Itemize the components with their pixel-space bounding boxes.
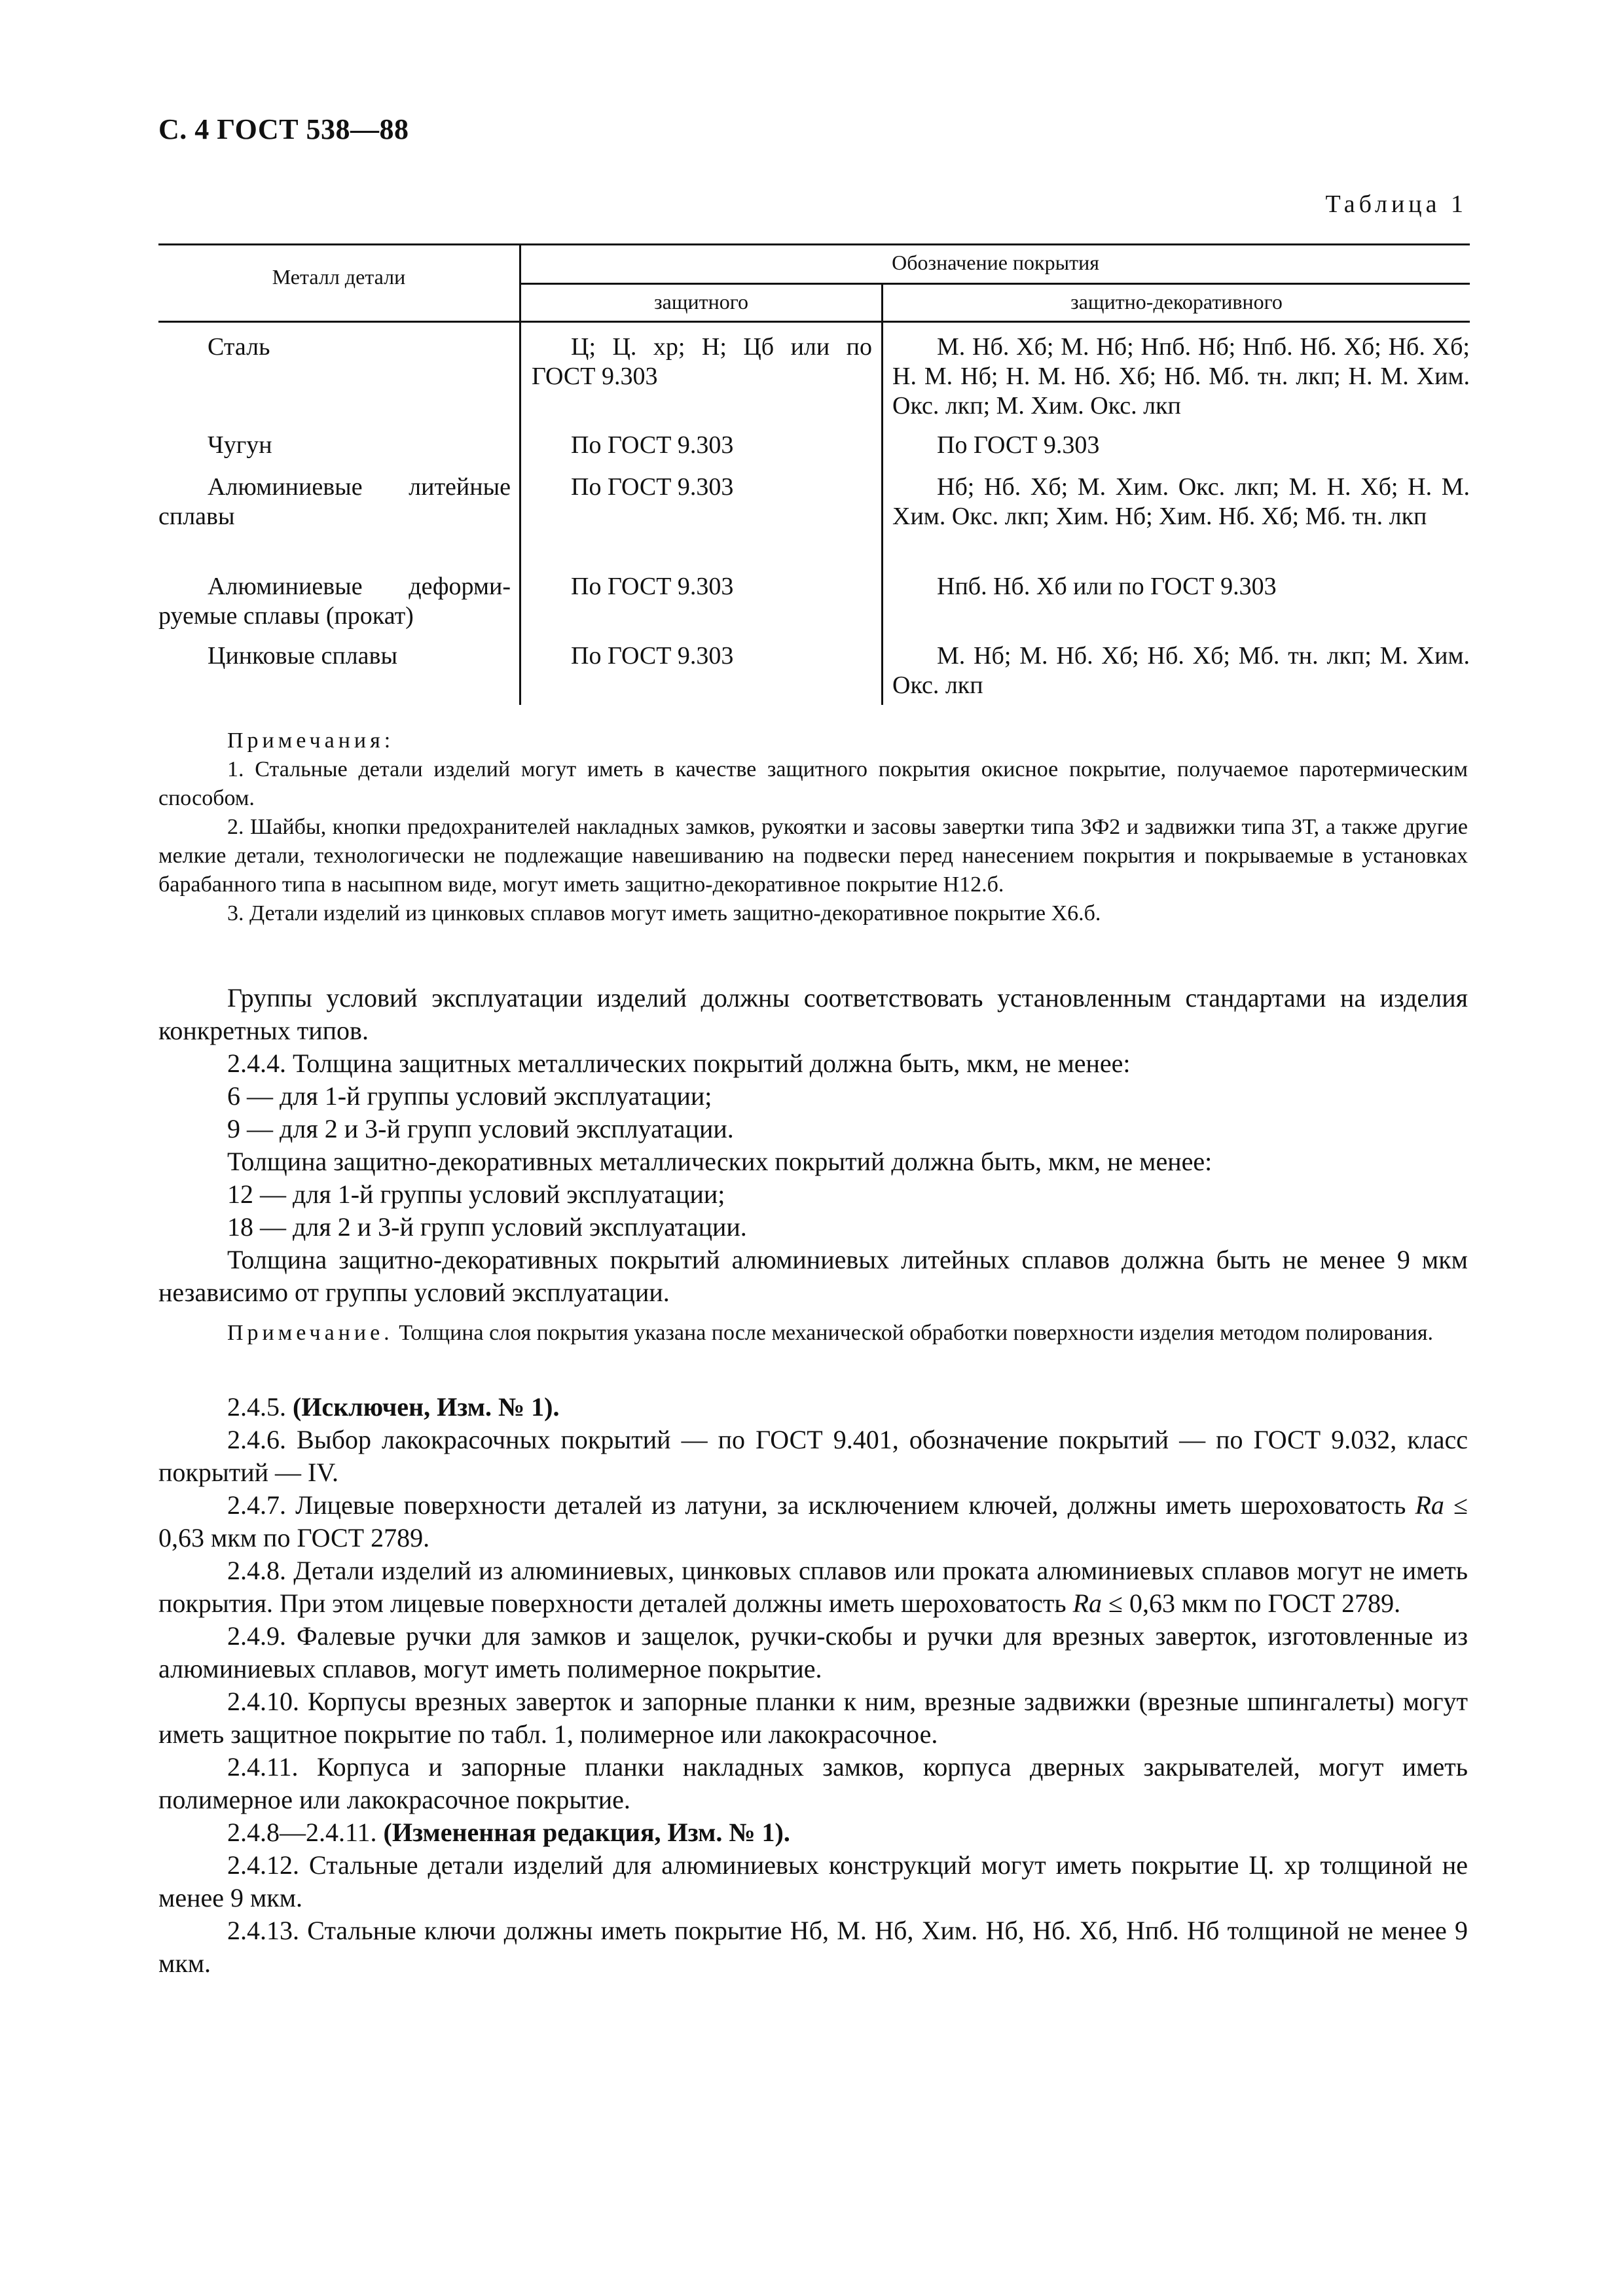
table-row-4-metal: Алюминиевые деформи-руемые сплавы (прокат) [158,573,511,630]
note-label: Примечание. [227,1321,393,1345]
paragraph: Толщина защитно-декоративных покрытий алюминиевых литейных сплавов должна быть не менее 9 мкм независимо от группы условий эксплуатации. [158,1245,1468,1307]
body-section-a [158,982,1468,1309]
paragraph: 18 — для 2 и 3-й групп условий эксплуатации. [227,1212,747,1242]
table-row-2-decorative: По ГОСТ 9.303 [937,431,1100,459]
table-row-3-protective: По ГОСТ 9.303 [571,473,734,501]
table-header-coating: Обозначение покрытия [892,251,1099,274]
table-row-3-decorative: Нб; Нб. Хб; М. Хим. Окс. лкп; М. Н. Хб; Н. М. Хим. Окс. лкп; Хим. Нб; Хим. Нб. Хб; Мб. тн. лкп [892,473,1470,530]
paragraph-2-4-13: 2.4.13. Стальные ключи должны иметь покрытие Нб, М. Нб, Хим. Нб, Нб. Хб, Нпб. Нб толщиной не менее 9 мкм. [158,1916,1468,1978]
table-top-rule [158,243,1470,245]
table-row-2-protective: По ГОСТ 9.303 [571,431,734,459]
table-col-divider-2 [881,283,883,705]
table-row-1-decorative: М. Нб. Хб; М. Нб; Нпб. Нб; Нпб. Нб. Хб; Нб. Хб; Н. М. Нб; Н. М. Нб. Хб; Нб. Мб. тн. лкп; Н. М. Хим. Окс. лкп; М. Хим. Окс. лкп [892,333,1470,420]
paragraph: Толщина защитно-декоративных металлических покрытий должна быть, мкм, не менее: [227,1147,1213,1176]
paragraph-2-4-8: 2.4.8. Детали изделий из алюминиевых, цинковых сплавов или проката алюминиевых сплавов могут не иметь покрытия. При этом лицевые поверхности деталей должны иметь шероховатость Ra ≤ 0,63 мкм по ГОСТ 2789. [158,1556,1468,1618]
table-row-5-protective: По ГОСТ 9.303 [571,642,734,670]
paragraph-2-4-6: 2.4.6. Выбор лакокрасочных покрытий — по ГОСТ 9.401, обозначение покрытий — по ГОСТ 9.032, класс покрытий — IV. [158,1425,1468,1487]
paragraph-2-4-9: 2.4.9. Фалевые ручки для замков и защелок, ручки-скобы и ручки для врезных заверток, изготовленные из алюминиевых сплавов, могут иметь полимерное покрытие. [158,1621,1468,1683]
page-header: С. 4 ГОСТ 538—88 [158,113,409,145]
table-header-protective: защитного [653,290,749,314]
thickness-note [158,1319,1468,1348]
body-section-b [158,1391,1468,1980]
table-header-decorative: защитно-декоративного [1070,290,1283,314]
table-header-bottom-rule [158,321,1470,323]
table-row-3-metal: Алюминиевые литейные сплавы [158,473,511,530]
paragraph-amendment: 2.4.8—2.4.11. (Измененная редакция, Изм. № 1). [227,1818,790,1847]
paragraph-2-4-7: 2.4.7. Лицевые поверхности деталей из латуни, за исключением ключей, должны иметь шероховатость Ra ≤ 0,63 мкм по ГОСТ 2789. [158,1490,1468,1552]
paragraph: 6 — для 1-й группы условий эксплуатации; [227,1081,712,1111]
paragraph-2-4-10: 2.4.10. Корпусы врезных заверток и запорные планки к ним, врезные задвижки (врезные шпингалеты) могут иметь защитное покрытие по табл. 1, полимерное или лакокрасочное. [158,1687,1468,1749]
note-item: 2. Шайбы, кнопки предохранителей накладных замков, рукоятки и засовы завертки типа ЗФ2 и задвижки типа ЗТ, а также другие мелкие детали, технологически не подлежащие навешиванию на подвески перед нанесением покрытия и покрываемые в установках барабанного типа в насыпном виде, могут иметь защитно-декоративное покрытие Н12.б. [158,815,1468,897]
table-row-5-decorative: М. Нб; М. Нб. Хб; Нб. Хб; Мб. тн. лкп; М. Хим. Окс. лкп [892,642,1470,699]
table-row-4-decorative: Нпб. Нб. Хб или по ГОСТ 9.303 [937,573,1277,600]
table-caption: Таблица 1 [1325,190,1467,218]
paragraph-2-4-12: 2.4.12. Стальные детали изделий для алюминиевых конструкций могут иметь покрытие Ц. хр толщиной не менее 9 мкм. [158,1850,1468,1912]
note-item: 3. Детали изделий из цинковых сплавов могут иметь защитно-декоративное покрытие Х6.б. [227,901,1101,925]
table-row-1-protective: Ц; Ц. хр; Н; Цб или по ГОСТ 9.303 [532,333,872,390]
table-row-2-metal: Чугун [208,431,272,459]
table-subheader-rule [520,283,1470,285]
paragraph: 9 — для 2 и 3-й групп условий эксплуатации. [227,1114,734,1143]
paragraph: Группы условий эксплуатации изделий должны соответствовать установленным стандартами на изделия конкретных типов. [158,983,1468,1045]
table-row-1-metal: Сталь [208,333,270,361]
paragraph-2-4-11: 2.4.11. Корпуса и запорные планки накладных замков, корпуса дверных закрывателей, могут иметь полимерное или лакокрасочное покрытие. [158,1752,1468,1814]
table-row-5-metal: Цинковые сплавы [208,642,397,670]
note-text: Толщина слоя покрытия указана после механической обработки поверхности изделия методом полирования. [399,1321,1433,1345]
table-header-metal: Металл детали [272,265,406,289]
table-notes [158,726,1468,928]
note-item: 1. Стальные детали изделий могут иметь в качестве защитного покрытия окисное покрытие, получаемое паротермическим способом. [158,757,1468,810]
paragraph: 12 — для 1-й группы условий эксплуатации; [227,1179,725,1209]
paragraph-2-4-5: 2.4.5. (Исключен, Изм. № 1). [227,1392,560,1422]
paragraph: 2.4.4. Толщина защитных металлических покрытий должна быть, мкм, не менее: [227,1049,1131,1078]
notes-title: Примечания: [227,728,395,753]
table-row-4-protective: По ГОСТ 9.303 [571,573,734,600]
